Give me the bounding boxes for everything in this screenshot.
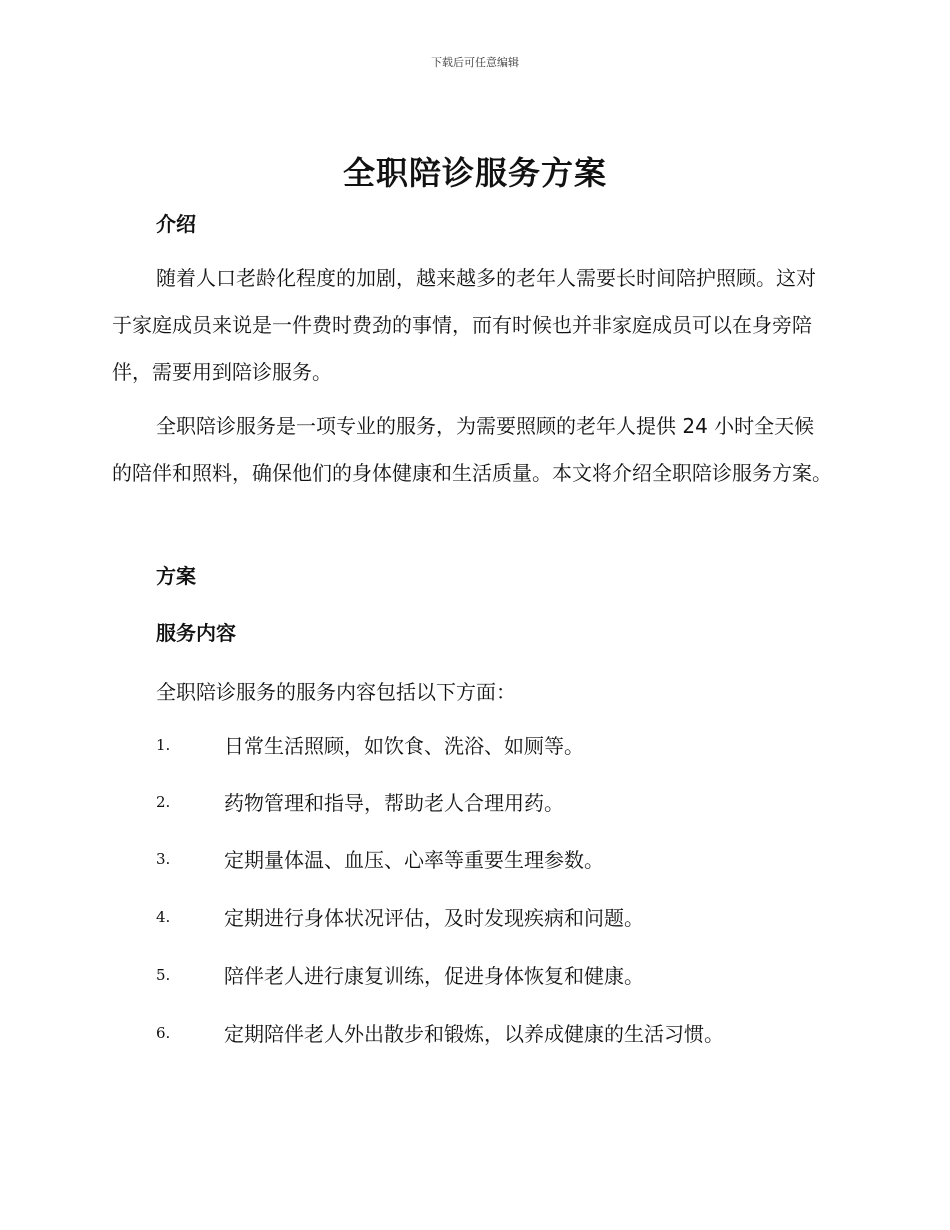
intro-paragraph-2: 全职陪诊服务是一项专业的服务，为需要照顾的老年人提供 24 小时全天候的陪伴和照料，确保他们的身体健康和生活质量。本文将介绍全职陪诊服务方案。 — [112, 414, 832, 485]
list-item — [156, 728, 836, 768]
list-item-number: 3. — [156, 850, 171, 868]
intro-heading: 介绍 — [156, 212, 196, 236]
list-item-text: 陪伴老人进行康复训练，促进身体恢复和健康。 — [224, 964, 644, 988]
list-item-text: 日常生活照顾，如饮食、洗浴、如厕等。 — [224, 734, 584, 758]
list-item-text: 定期量体温、血压、心率等重要生理参数。 — [224, 848, 604, 872]
list-item — [156, 1016, 836, 1056]
list-item — [156, 958, 836, 998]
service-heading: 服务内容 — [156, 621, 236, 645]
list-item-text: 药物管理和指导，帮助老人合理用药。 — [224, 791, 564, 815]
document-title: 全职陪诊服务方案 — [342, 154, 607, 192]
intro-paragraph-1: 随着人口老龄化程度的加剧，越来越多的老年人需要长时间陪护照顾。这对于家庭成员来说是一件费时费劲的事情，而有时候也并非家庭成员可以在身旁陪伴，需要用到陪诊服务。 — [112, 266, 816, 384]
service-intro: 全职陪诊服务的服务内容包括以下方面： — [156, 680, 516, 704]
list-item — [156, 900, 836, 940]
list-item-text: 定期进行身体状况评估，及时发现疾病和问题。 — [224, 906, 644, 930]
plan-heading: 方案 — [156, 564, 196, 588]
list-item-number: 5. — [156, 966, 171, 984]
list-item-number: 6. — [156, 1024, 171, 1042]
list-item — [156, 785, 836, 825]
list-item-number: 4. — [156, 908, 171, 926]
list-item-text: 定期陪伴老人外出散步和锻炼，以养成健康的生活习惯。 — [224, 1022, 724, 1046]
list-item-number: 2. — [156, 793, 171, 811]
list-item-number: 1. — [156, 736, 171, 754]
header-note: 下载后可任意编辑 — [431, 56, 519, 69]
list-item — [156, 842, 836, 882]
